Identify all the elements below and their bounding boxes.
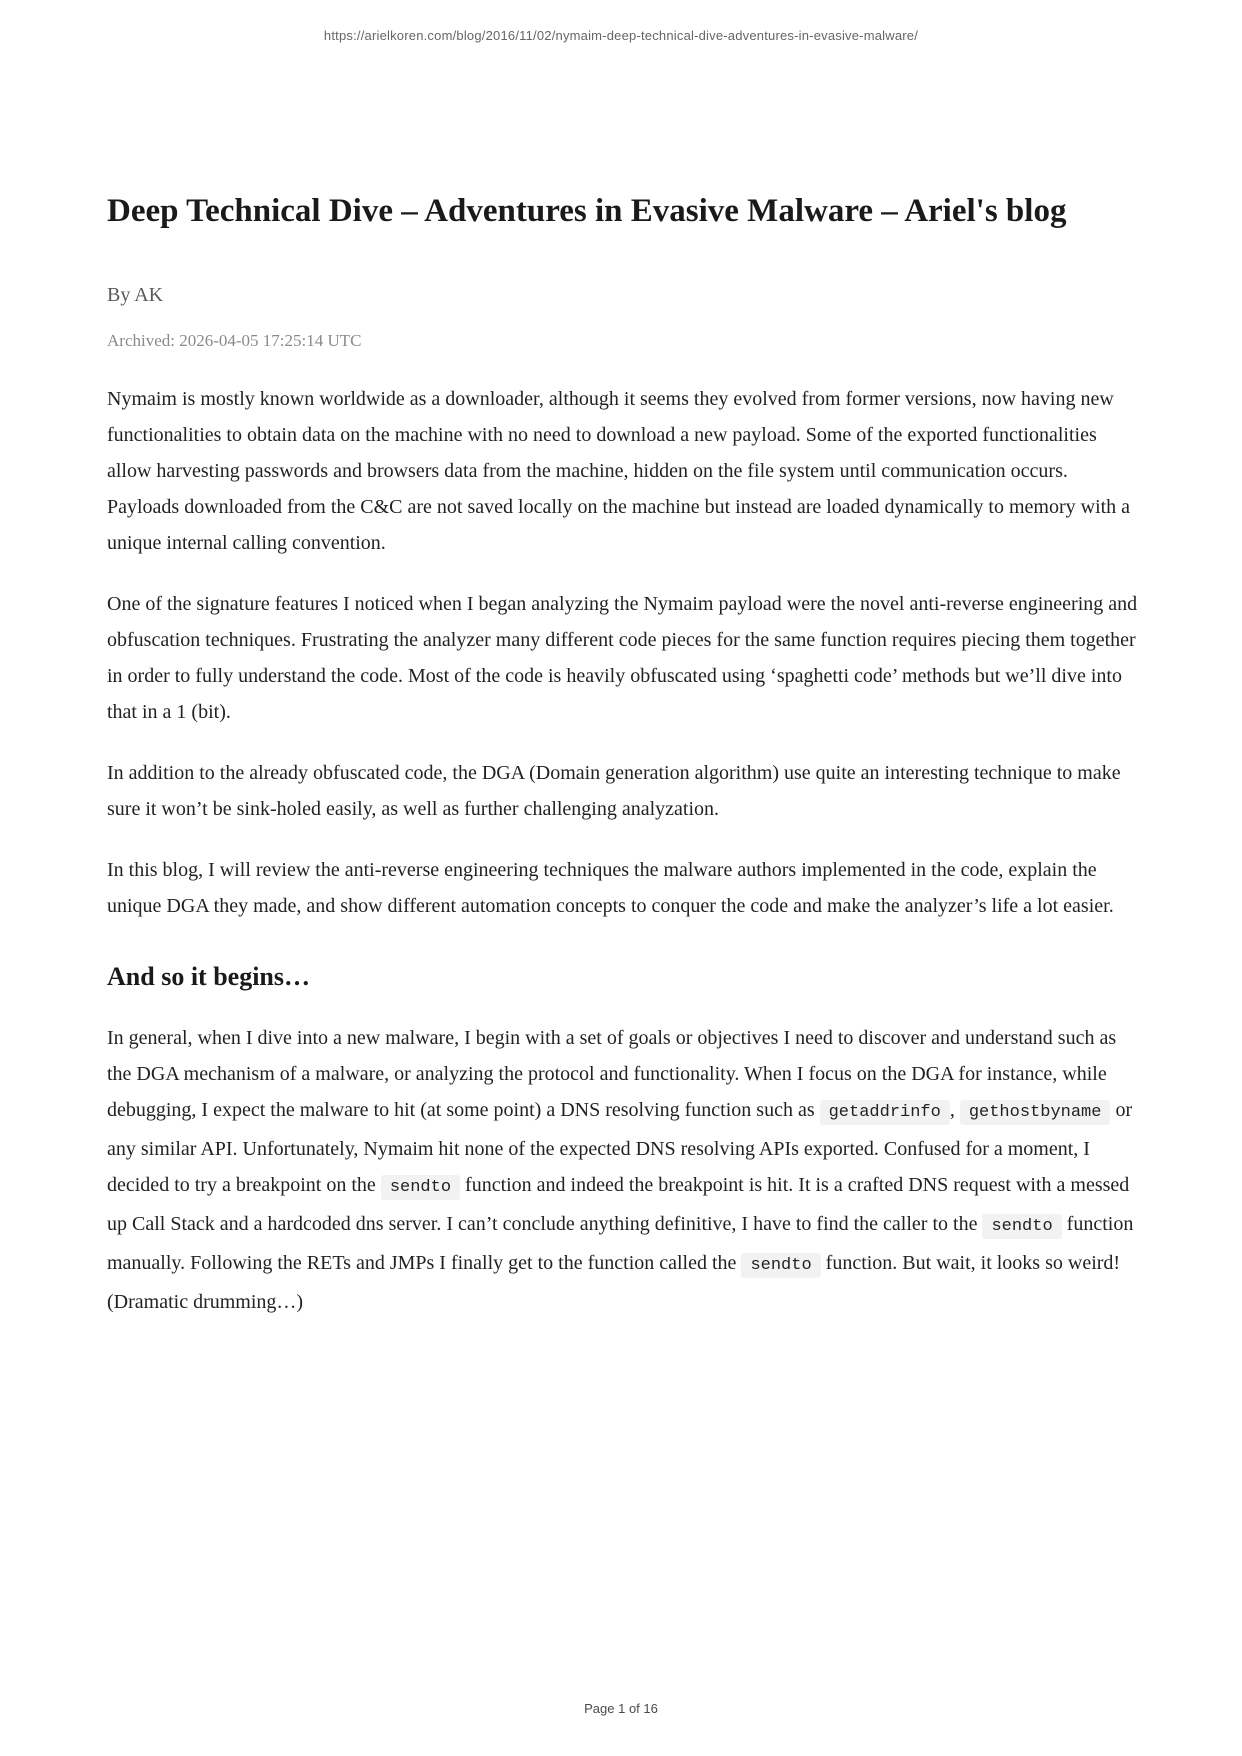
archived-timestamp: Archived: 2026-04-05 17:25:14 UTC — [107, 330, 362, 350]
inline-code: sendto — [381, 1175, 460, 1200]
source-url: https://arielkoren.com/blog/2016/11/02/nymaim-deep-technical-dive-adventures-in-evasive-malware/ — [323, 28, 919, 43]
article-content — [107, 188, 1142, 1345]
paragraph-text: , — [949, 1098, 960, 1121]
paragraph-text: function manually. Following the RETs and JMPs I finally get to the function called the — [107, 1212, 1134, 1274]
paragraph-with-code — [107, 1020, 1142, 1320]
paragraph-text: function. But wait, it looks so weird! (Dramatic drumming…) — [107, 1251, 1121, 1313]
paragraph: Nymaim is mostly known worldwide as a downloader, although it seems they evolved from former versions, now having new functionalities to obtain data on the machine with no need to download a new payload. Some of the exported functionalities allow harvesting passwords and browsers data from the machine, hidden on the file system until communication occurs. Payloads downloaded from the C&C are not saved locally on the machine but instead are loaded dynamically to memory with a unique internal calling convention. — [107, 387, 1131, 554]
paragraph: One of the signature features I noticed when I began analyzing the Nymaim payload were the novel anti-reverse engineering and obfuscation techniques. Frustrating the analyzer many different code pieces for the same function requires piecing them together in order to fully understand the code. Most of the code is heavily obfuscated using ‘spaghetti code’ methods but we’ll dive into that in a 1 (bit). — [107, 592, 1138, 723]
inline-code: sendto — [741, 1253, 820, 1278]
inline-code: getaddrinfo — [820, 1100, 950, 1125]
article-body — [107, 381, 1142, 1320]
paragraph-text: function and indeed the breakpoint is hit. It is a crafted DNS request with a messed up Call Stack and a hardcoded dns server. I can’t conclude anything definitive, I have to find the caller to the — [107, 1173, 1130, 1235]
paragraph: In this blog, I will review the anti-reverse engineering techniques the malware authors implemented in the code, explain the unique DGA they made, and show different automation concepts to conquer the code and make the analyzer’s life a lot easier. — [107, 858, 1114, 917]
byline: By AK — [107, 283, 164, 306]
page-title: Deep Technical Dive – Adventures in Evasive Malware – Ariel's blog — [107, 193, 1067, 229]
inline-code: sendto — [982, 1214, 1061, 1239]
paragraph: In addition to the already obfuscated code, the DGA (Domain generation algorithm) use quite an interesting technique to make sure it won’t be sink-holed easily, as well as further challenging analyzation. — [107, 761, 1121, 820]
paragraph-text: or any similar API. Unfortunately, Nymaim hit none of the expected DNS resolving APIs exported. Confused for a moment, I decided to try a breakpoint on the — [107, 1098, 1133, 1196]
section-heading: And so it begins… — [107, 961, 310, 991]
page-number: Page 1 of 16 — [584, 1701, 658, 1716]
inline-code: gethostbyname — [960, 1100, 1111, 1125]
paragraph-text: In general, when I dive into a new malware, I begin with a set of goals or objectives I need to discover and understand such as the DGA mechanism of a malware, or analyzing the protocol and functionality. When I focus on the DGA for instance, while debugging, I expect the malware to hit (at some point) a DNS resolving function such as — [107, 1026, 1117, 1121]
